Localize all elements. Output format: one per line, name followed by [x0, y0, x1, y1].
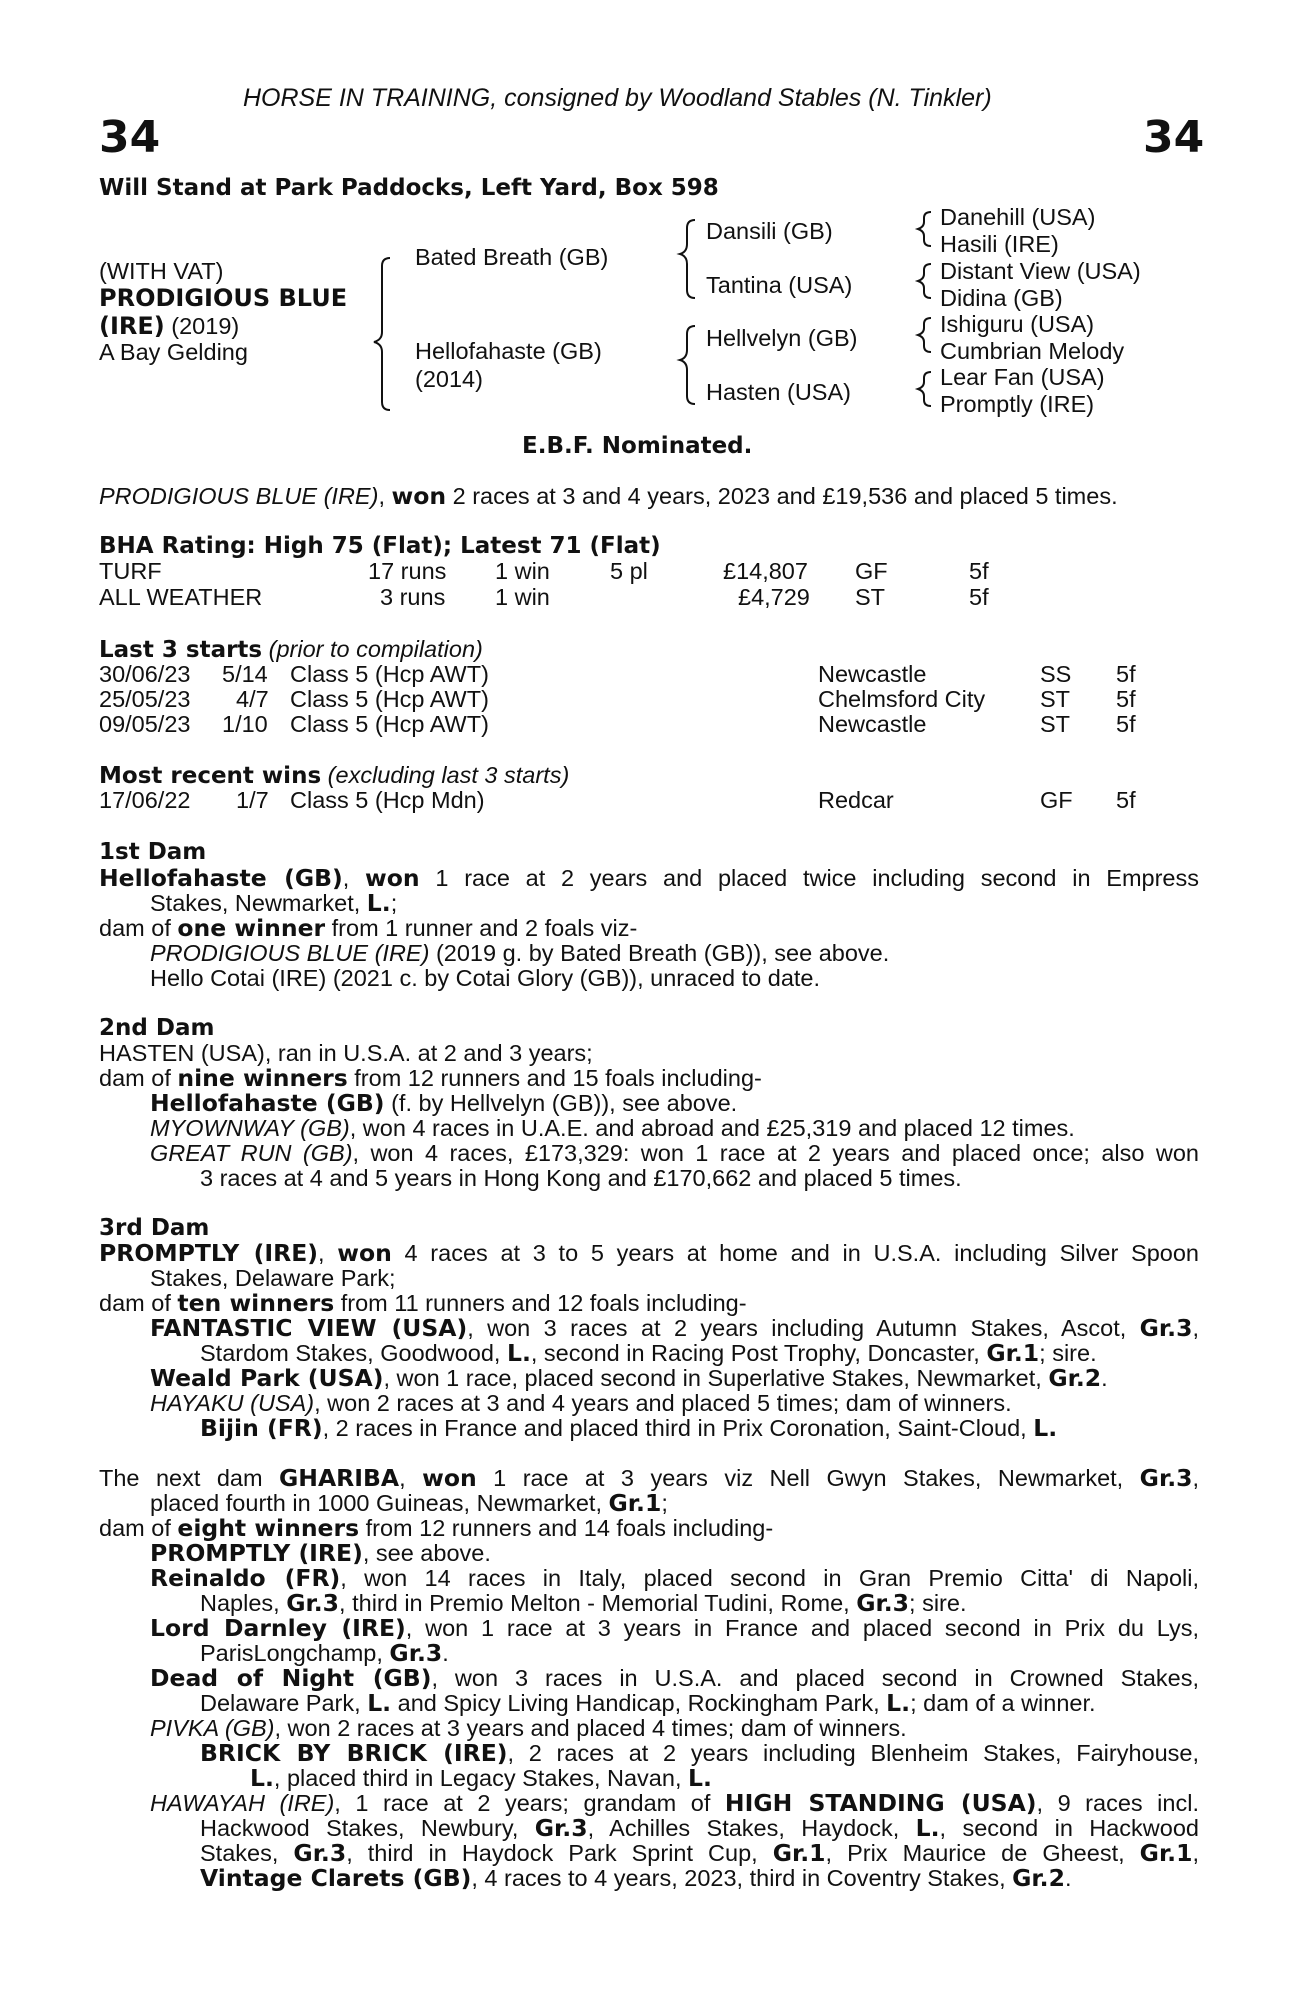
summary-horse-name: PRODIGIOUS BLUE (IRE)	[99, 483, 379, 509]
dam-name: Hellofahaste (GB)	[415, 338, 602, 364]
dam3-line2: Stakes, Delaware Park;	[150, 1265, 396, 1291]
start-class: Class 5 (Hcp AWT)	[290, 711, 489, 737]
dam2-l4-text: , won 4 races in U.A.E. and abroad and £25,319 and placed 12 times.	[349, 1115, 1075, 1141]
dam2-l4-name: MYOWNWAY (GB)	[150, 1115, 350, 1141]
start-pos: 5/14	[222, 661, 268, 687]
next-l10-l2: L.	[886, 1689, 911, 1717]
next-line5	[150, 1566, 1199, 1591]
start-dist: 5f	[1116, 686, 1136, 712]
next-l12-bold: BRICK BY BRICK (IRE)	[200, 1739, 508, 1767]
next-l7-bold: Lord Darnley (IRE)	[150, 1614, 406, 1642]
last3-title: Last 3 starts	[99, 637, 263, 663]
next-l5-bold: Reinaldo (FR)	[150, 1564, 341, 1592]
next-l13-l: L.	[250, 1764, 274, 1792]
next-l9-bold: Dead of Night (GB)	[150, 1664, 432, 1692]
bha-going: GF	[855, 558, 888, 584]
next-l8-end: .	[442, 1640, 449, 1666]
next-l3-text: from 12 runners and 14 foals including-	[359, 1515, 774, 1541]
dam2-l2-text: from 12 runners and 15 foals including-	[347, 1065, 762, 1091]
dam3-line6	[150, 1366, 1250, 1391]
next-line11	[150, 1716, 1250, 1741]
sire-line-brace	[680, 220, 695, 298]
g2-brace	[918, 264, 931, 298]
win-going: GF	[1040, 787, 1073, 813]
next-l3-bold: eight winners	[177, 1514, 360, 1542]
gg-8: Promptly (IRE)	[940, 391, 1095, 417]
next-line10	[200, 1691, 1300, 1716]
next-l16-gr: Gr.3	[293, 1839, 347, 1867]
dam3-l5-end: ; sire.	[1039, 1340, 1097, 1366]
bha-placed: 5 pl	[610, 558, 648, 584]
next-line12	[200, 1741, 1199, 1766]
dam1-l4-text: (2019 g. by Bated Breath (GB)), see above.	[429, 940, 890, 966]
start-dist: 5f	[1116, 661, 1136, 687]
next-l9-text: , won 3 races in U.S.A. and placed second in Crowned Stakes,	[431, 1665, 1199, 1691]
dam3-line4	[150, 1316, 1199, 1341]
sire-sire: Dansili (GB)	[706, 218, 833, 244]
bha-wins: 1 win	[495, 558, 550, 584]
start-course: Newcastle	[818, 661, 927, 687]
dam2-l3-bold: Hellofahaste (GB)	[150, 1089, 385, 1117]
lot-number-left: 34	[99, 112, 161, 163]
dam1-won: won	[365, 864, 420, 892]
dam2-heading: 2nd Dam	[99, 1015, 215, 1041]
next-l13-a: , placed third in Legacy Stakes, Navan,	[273, 1765, 689, 1791]
dam3-l5-l: L.	[506, 1339, 531, 1367]
dam1-line1: Hellofahaste (GB), won 1 race at 2 years and placed twice including second in Empress	[99, 864, 1199, 892]
dam1-line5: Hello Cotai (IRE) (2021 c. by Cotai Glory (GB)), unraced to date.	[150, 965, 821, 991]
next-l15-c: , second in Hackwood	[939, 1815, 1199, 1841]
dam3-l6-gr: Gr.2	[1048, 1364, 1102, 1392]
g4-brace	[918, 372, 931, 406]
dam1-heading: 1st Dam	[99, 839, 207, 865]
next-l8-a: ParisLongchamp,	[200, 1640, 390, 1666]
next-l14-end: , 9 races incl.	[1036, 1790, 1199, 1816]
start-going: ST	[1040, 711, 1071, 737]
bha-dist: 5f	[969, 584, 989, 610]
sire-dam: Tantina (USA)	[706, 272, 853, 298]
next-line4	[150, 1541, 1250, 1566]
gg-3: Distant View (USA)	[940, 258, 1141, 284]
next-l1-pre: The next dam	[99, 1465, 280, 1491]
dam2-line1: HASTEN (USA), ran in U.S.A. at 2 and 3 years;	[99, 1040, 593, 1066]
dam2-l5-name: GREAT RUN (GB)	[150, 1140, 353, 1166]
start-date: 09/05/23	[99, 711, 191, 737]
dam3-l8-text: , 2 races in France and placed third in Prix Coronation, Saint-Cloud,	[322, 1415, 1034, 1441]
gg-6: Cumbrian Melody	[940, 338, 1125, 364]
bha-runs: 17 runs	[368, 558, 447, 584]
start-date: 30/06/23	[99, 661, 191, 687]
bha-wins: 1 win	[495, 584, 550, 610]
dam1-l4-name: PRODIGIOUS BLUE (IRE)	[150, 940, 430, 966]
dam-sire: Hellvelyn (GB)	[706, 325, 858, 351]
dam2-line2	[99, 1066, 1199, 1091]
next-l11-text: , won 2 races at 3 years and placed 4 times; dam of winners.	[274, 1715, 907, 1741]
dam3-l7-text: , won 2 races at 3 and 4 years and placed 5 times; dam of winners.	[314, 1390, 1012, 1416]
gg-5: Ishiguru (USA)	[940, 311, 1095, 337]
next-line16	[200, 1841, 1199, 1866]
summary-text: 2 races at 3 and 4 years, 2023 and £19,536 and placed 5 times.	[446, 483, 1118, 509]
next-line13	[250, 1766, 1314, 1791]
bha-rating: BHA Rating: High 75 (Flat); Latest 71 (Flat)	[99, 533, 661, 559]
dam1-line3	[99, 916, 1199, 941]
next-l16-gr3: Gr.1	[1139, 1839, 1193, 1867]
dam1-l3-bold: one winner	[177, 914, 326, 942]
win-class: Class 5 (Hcp Mdn)	[290, 787, 485, 813]
g3-brace	[918, 318, 931, 352]
win-date: 17/06/22	[99, 787, 191, 813]
next-line8	[200, 1641, 1300, 1666]
dam3-l4-gr: Gr.3	[1139, 1314, 1193, 1342]
next-l15-l: L.	[915, 1814, 940, 1842]
next-l1-text: 1 race at 3 years viz Nell Gwyn Stakes, Newmarket,	[476, 1465, 1140, 1491]
g1-brace	[918, 212, 931, 246]
next-l4-bold: PROMPTLY (IRE)	[150, 1539, 363, 1567]
bha-runs: 3 runs	[380, 584, 446, 610]
dam3-line7	[150, 1391, 1250, 1416]
start-class: Class 5 (Hcp AWT)	[290, 661, 489, 687]
dam3-l1-text: 4 races at 3 to 5 years at home and in U.S.A. including Silver Spoon	[391, 1240, 1199, 1266]
next-line2	[150, 1491, 1250, 1516]
start-class: Class 5 (Hcp AWT)	[290, 686, 489, 712]
dam3-l3-bold: ten winners	[177, 1289, 335, 1317]
dam1-line4	[150, 941, 1250, 966]
next-line14	[150, 1791, 1199, 1816]
next-l6-a: Naples,	[200, 1590, 287, 1616]
win-course: Redcar	[818, 787, 894, 813]
start-dist: 5f	[1116, 711, 1136, 737]
recent-title: Most recent wins	[99, 763, 322, 789]
dam3-l4-end: ,	[1192, 1315, 1199, 1341]
next-l6-gr: Gr.3	[286, 1589, 340, 1617]
bha-amount: £14,807	[723, 558, 808, 584]
lot-number-right: 34	[1143, 112, 1205, 163]
next-line3	[99, 1516, 1199, 1541]
next-l16-a: Stakes,	[200, 1840, 294, 1866]
dam1-line2	[150, 891, 1250, 916]
start-pos: 1/10	[222, 711, 268, 737]
next-l6-gr2: Gr.3	[856, 1589, 910, 1617]
last3-row	[0, 711, 1314, 737]
sire-name: Bated Breath (GB)	[415, 244, 609, 270]
dam2-l2-pre: dam of	[99, 1065, 178, 1091]
bha-surface: TURF	[99, 558, 162, 584]
start-going: ST	[1040, 686, 1071, 712]
next-l1-sep: ,	[399, 1465, 423, 1491]
next-l16-c: , Prix Maurice de Gheest,	[825, 1840, 1140, 1866]
next-l15-a: Hackwood Stakes, Newbury,	[200, 1815, 535, 1841]
next-l8-gr: Gr.3	[389, 1639, 443, 1667]
dam3-l6-end: .	[1101, 1365, 1108, 1391]
horse-name: PRODIGIOUS BLUE	[99, 284, 348, 312]
next-l2-gr: Gr.1	[608, 1489, 662, 1517]
next-line17	[200, 1866, 1300, 1891]
bha-dist: 5f	[969, 558, 989, 584]
dam2-l3-text: (f. by Hellvelyn (GB)), see above.	[384, 1090, 738, 1116]
dam3-line5	[200, 1341, 1300, 1366]
next-l10-end: ; dam of a winner.	[910, 1690, 1096, 1716]
next-l3-pre: dam of	[99, 1515, 178, 1541]
next-l17-end: .	[1064, 1865, 1072, 1891]
next-l14-bold: HIGH STANDING (USA)	[724, 1789, 1037, 1817]
dam3-l3-text: from 11 runners and 12 foals including-	[334, 1290, 747, 1316]
dam-year: (2014)	[415, 366, 483, 392]
next-line9	[150, 1666, 1199, 1691]
win-pos: 1/7	[236, 787, 269, 813]
dam1-l3-pre: dam of	[99, 915, 178, 941]
dam2-l2-bold: nine winners	[177, 1064, 348, 1092]
next-line15	[200, 1816, 1199, 1841]
next-l17-gr: Gr.2	[1012, 1864, 1065, 1892]
bha-row-turf	[0, 558, 1314, 584]
dam2-line5	[150, 1141, 1199, 1166]
dam3-l6-name: Weald Park (USA)	[150, 1364, 384, 1392]
dam-dam: Hasten (USA)	[706, 379, 851, 405]
race-summary: PRODIGIOUS BLUE (IRE), won 2 races at 3 and 4 years, 2023 and £19,536 and placed 5 times.	[99, 482, 1118, 510]
dam3-l3-pre: dam of	[99, 1290, 178, 1316]
dam2-line3	[150, 1091, 1250, 1116]
next-l14-text: , 1 race at 2 years; grandam of	[334, 1790, 725, 1816]
stand-location: Will Stand at Park Paddocks, Left Yard, Box 598	[99, 175, 719, 201]
horse-country: (IRE)	[99, 312, 165, 340]
next-l7-text: , won 1 race at 3 years in France and placed second in Prix du Lys,	[405, 1615, 1199, 1641]
dam2-l5-text: , won 4 races, £173,329: won 1 race at 2 years and placed once; also won	[352, 1140, 1199, 1166]
dam3-l7-name: HAYAKU (USA)	[150, 1390, 315, 1416]
dam3-l5-gr: Gr.1	[986, 1339, 1040, 1367]
dam3-l1-name: PROMPTLY (IRE)	[99, 1239, 318, 1267]
next-l1-won: won	[422, 1464, 477, 1492]
dam1-text: 1 race at 2 years and placed twice including second in Empress	[419, 865, 1199, 891]
dam2-line6: 3 races at 4 and 5 years in Hong Kong and £170,662 and placed 5 times.	[200, 1165, 962, 1191]
next-l16-b: , third in Haydock Park Sprint Cup,	[346, 1840, 773, 1866]
dam1-l2-text: Stakes, Newmarket,	[150, 890, 367, 916]
dam3-line1: PROMPTLY (IRE), won 4 races at 3 to 5 years at home and in U.S.A. including Silver Spoon	[99, 1239, 1199, 1267]
next-l1-end: ,	[1192, 1465, 1200, 1491]
dam3-l4-text: , won 3 races at 2 years including Autumn Stakes, Ascot,	[467, 1315, 1140, 1341]
dam3-heading: 3rd Dam	[99, 1215, 210, 1241]
gg-4: Didina (GB)	[940, 285, 1063, 311]
next-l1-gr: Gr.3	[1139, 1464, 1193, 1492]
next-l14-name: HAWAYAH (IRE)	[150, 1790, 335, 1816]
next-l2-text: placed fourth in 1000 Guineas, Newmarket,	[150, 1490, 609, 1516]
last3-note: (prior to compilation)	[262, 636, 483, 662]
dam3-line8	[200, 1416, 1300, 1441]
dam3-l8-name: Bijin (FR)	[200, 1414, 323, 1442]
pedigree-brackets	[0, 0, 1314, 430]
horse-year: (2019)	[171, 313, 240, 339]
next-l13-l2: L.	[688, 1764, 712, 1792]
horse-description: A Bay Gelding	[99, 339, 248, 365]
ebf-nominated: E.B.F. Nominated.	[522, 433, 753, 459]
recent-row	[0, 787, 1314, 813]
start-course: Newcastle	[818, 711, 927, 737]
vat-label: (WITH VAT)	[99, 258, 224, 284]
next-l15-gr: Gr.3	[534, 1814, 588, 1842]
last3-row	[0, 686, 1314, 712]
next-l16-end: ,	[1192, 1840, 1199, 1866]
dam-line-brace	[680, 326, 695, 404]
gg-7: Lear Fan (USA)	[940, 364, 1105, 390]
catalogue-subtitle: HORSE IN TRAINING, consigned by Woodland Stables (N. Tinkler)	[243, 84, 992, 112]
gg-2: Hasili (IRE)	[940, 231, 1059, 257]
next-line1	[99, 1466, 1199, 1491]
dam3-l5-b: , second in Racing Post Trophy, Doncaster,	[530, 1340, 987, 1366]
next-l17-bold: Vintage Clarets (GB)	[200, 1864, 472, 1892]
recent-heading	[99, 762, 569, 789]
bha-surface: ALL WEATHER	[99, 584, 263, 610]
next-line7	[150, 1616, 1199, 1641]
dam1-l2-l: L.	[366, 889, 391, 917]
dam3-l6-text: , won 1 race, placed second in Superlative Stakes, Newmarket,	[383, 1365, 1049, 1391]
bha-going: ST	[855, 584, 886, 610]
next-l11-name: PIVKA (GB)	[150, 1715, 275, 1741]
dam1-l3-text: from 1 runner and 2 foals viz-	[325, 915, 638, 941]
next-l6-end: ; sire.	[909, 1590, 967, 1616]
bha-row-aw	[0, 584, 1314, 610]
sire-dam-brace	[374, 258, 390, 410]
dam3-l4-name: FANTASTIC VIEW (USA)	[150, 1314, 468, 1342]
next-l2-end: ;	[661, 1490, 668, 1516]
dam3-l1-won: won	[337, 1239, 392, 1267]
bha-amount: £4,729	[738, 584, 810, 610]
dam1-name: Hellofahaste (GB)	[99, 864, 343, 892]
next-l1-name: GHARIBA	[279, 1464, 400, 1492]
start-pos: 4/7	[236, 686, 269, 712]
dam3-l8-l: L.	[1033, 1414, 1058, 1442]
gg-1: Danehill (USA)	[940, 204, 1096, 230]
dam3-line3	[99, 1291, 1199, 1316]
next-l16-gr2: Gr.1	[772, 1839, 826, 1867]
win-dist: 5f	[1116, 787, 1136, 813]
last3-row	[0, 661, 1314, 687]
next-l10-a: Delaware Park,	[200, 1690, 368, 1716]
next-l10-b: and Spicy Living Handicap, Rockingham Park,	[391, 1690, 887, 1716]
summary-won: won	[391, 482, 447, 510]
next-l10-l: L.	[367, 1689, 392, 1717]
recent-note: (excluding last 3 starts)	[321, 762, 570, 788]
dam3-l5-a: Stardom Stakes, Goodwood,	[200, 1340, 507, 1366]
next-line6	[200, 1591, 1300, 1616]
next-l12-text: , 2 races at 2 years including Blenheim Stakes, Fairyhouse,	[507, 1740, 1199, 1766]
dam1-l2-end: ;	[390, 890, 398, 916]
start-date: 25/05/23	[99, 686, 191, 712]
next-l4-text: , see above.	[362, 1540, 491, 1566]
next-l17-text: , 4 races to 4 years, 2023, third in Coventry Stakes,	[471, 1865, 1013, 1891]
next-l15-b: , Achilles Stakes, Haydock,	[587, 1815, 916, 1841]
dam2-line4	[150, 1116, 1250, 1141]
start-going: SS	[1040, 661, 1072, 687]
next-l5-text: , won 14 races in Italy, placed second in Gran Premio Citta' di Napoli,	[340, 1565, 1199, 1591]
start-course: Chelmsford City	[818, 686, 986, 712]
next-l6-b: , third in Premio Melton - Memorial Tudini, Rome,	[339, 1590, 857, 1616]
last3-heading	[99, 636, 483, 663]
